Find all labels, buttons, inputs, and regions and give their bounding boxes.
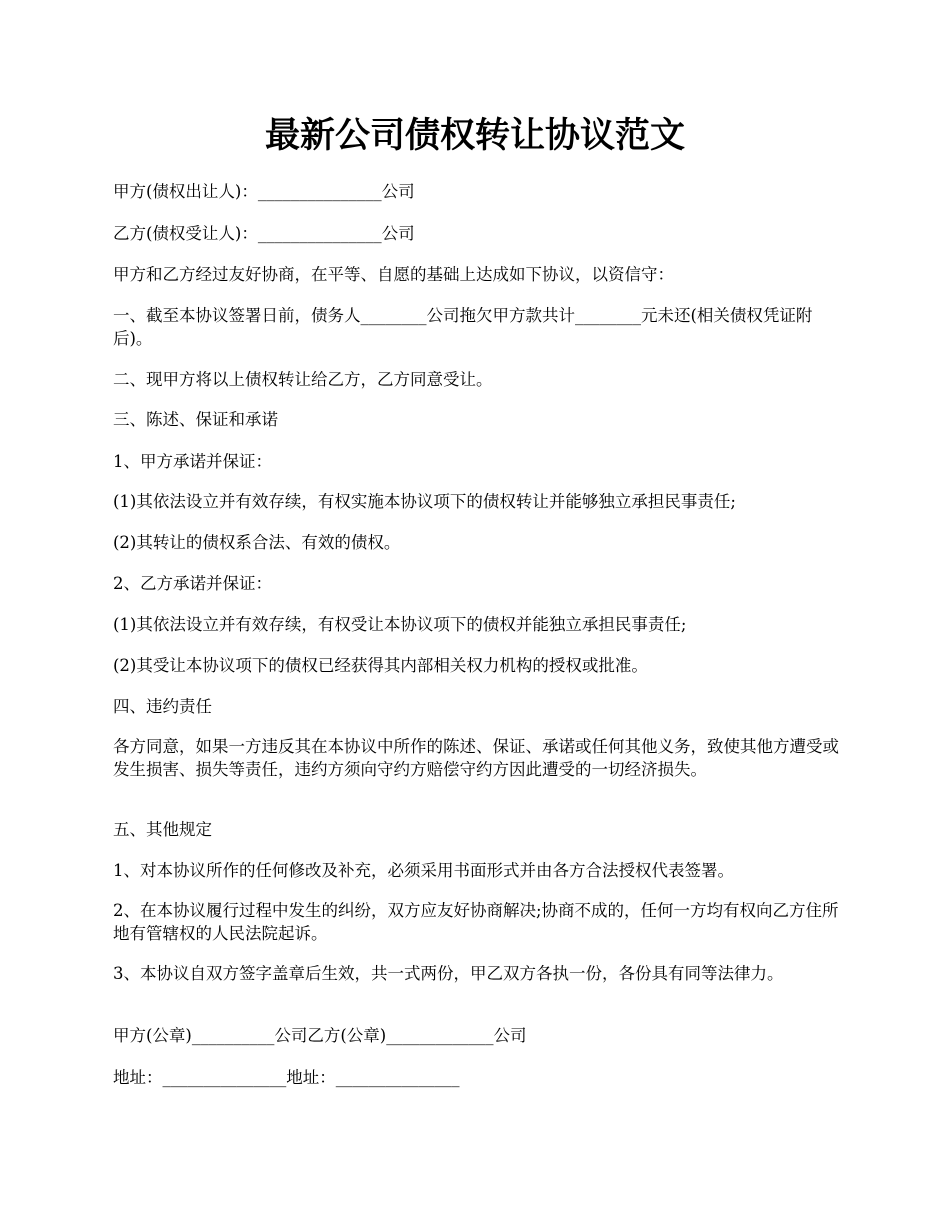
section-5-heading: 五、其他规定 [113,820,212,839]
section-3-heading: 三、陈述、保证和承诺 [113,410,278,429]
section-4-heading: 四、违约责任 [113,697,212,716]
party-a-line: 甲方(债权出让人)：_______________公司 [113,182,415,201]
party-a-warranty-2: (2)其转让的债权系合法、有效的债权。 [113,533,401,552]
document-title: 最新公司债权转让协议范文 [264,115,685,156]
other-rule-3: 3、本协议自双方签字盖章后生效，共一式两份，甲乙双方各执一份，各份具有同等法律力。 [113,964,784,983]
address-line: 地址：_______________地址：_______________ [113,1068,460,1087]
party-a-warranty-1: (1)其依法设立并有效存续，有权实施本协议项下的债权转让并能够独立承担民事责任; [113,492,736,511]
party-a-warranty-heading: 1、甲方承诺并保证： [113,452,272,471]
preamble-paragraph: 甲方和乙方经过友好协商，在平等、自愿的基础上达成如下协议，以资信守： [113,265,674,284]
party-b-warranty-2: (2)其受让本协议项下的债权已经获得其内部相关权力机构的授权或批准。 [113,656,648,675]
clause-1-paragraph: 一、截至本协议签署日前，债务人________公司拖欠甲方款共计________元未还(相关债权凭证附后)。 [113,306,813,348]
liability-paragraph: 各方同意，如果一方违反其在本协议中所作的陈述、保证、承诺或任何其他义务，致使其他方遭受或发生损害、损失等责任，违约方须向守约方赔偿守约方因此遭受的一切经济损失。 [113,737,839,779]
party-b-line: 乙方(债权受让人)：_______________公司 [113,224,415,243]
party-b-warranty-1: (1)其依法设立并有效存续，有权受让本协议项下的债权并能独立承担民事责任; [113,615,687,634]
other-rule-1: 1、对本协议所作的任何修改及补充，必须采用书面形式并由各方合法授权代表签署。 [113,861,734,880]
party-b-warranty-heading: 2、乙方承诺并保证： [113,574,272,593]
clause-2-paragraph: 二、现甲方将以上债权转让给乙方，乙方同意受让。 [113,370,493,389]
other-rule-2: 2、在本协议履行过程中发生的纠纷，双方应友好协商解决;协商不成的，任何一方均有权向乙方住所地有管辖权的人民法院起诉。 [113,901,839,943]
signature-line: 甲方(公章)__________公司乙方(公章)_____________公司 [113,1026,527,1045]
